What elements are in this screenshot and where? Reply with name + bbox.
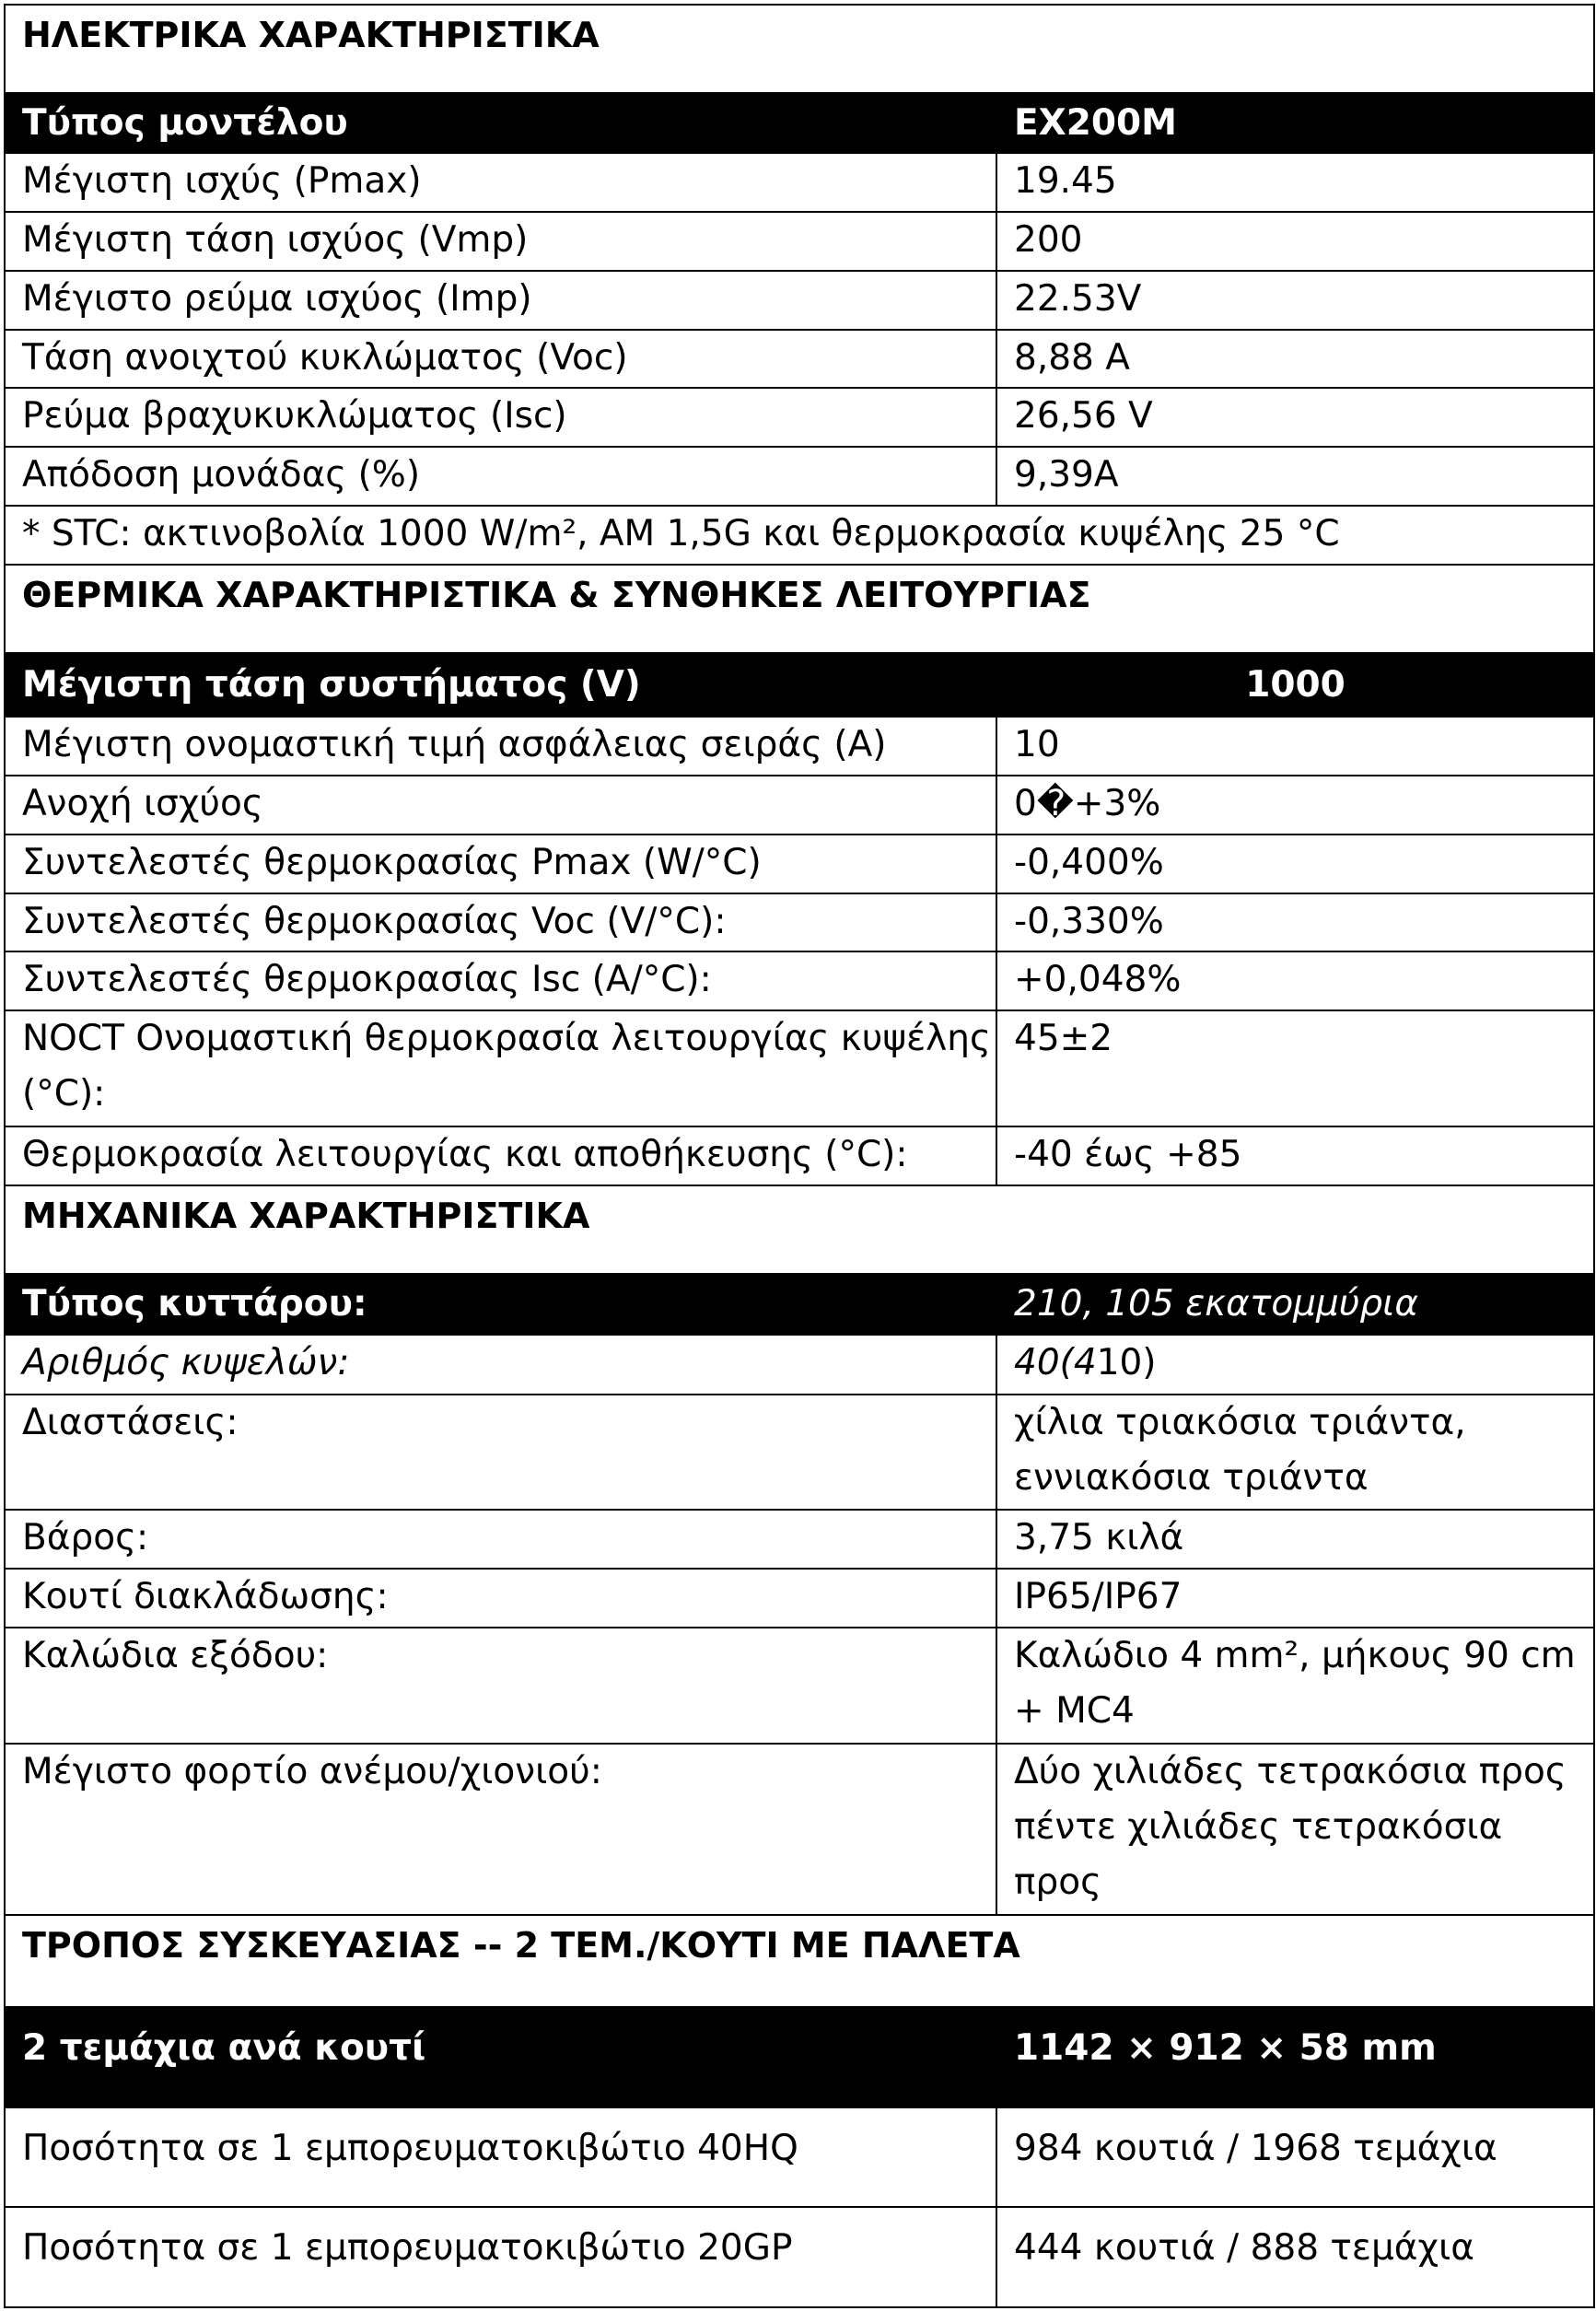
section-thermal [5, 565, 1594, 653]
row-label: Συντελεστές θερμοκρασίας Isc (A/°C): [5, 951, 996, 1010]
row-value: IP65/IP67 [996, 1569, 1594, 1628]
row-label: Ποσότητα σε 1 εμπορευματοκιβώτιο 20GP [5, 2207, 996, 2307]
table-row [5, 1010, 1594, 1126]
row-value: +0,048% [996, 951, 1594, 1010]
table-row [5, 1395, 1594, 1511]
table-row [5, 1335, 1594, 1395]
header-row [5, 1274, 1594, 1335]
row-value: Καλώδιο 4 mm², μήκους 90 cm + MC4 [996, 1628, 1594, 1744]
row-value: 984 κουτιά / 1968 τεμάχια [996, 2107, 1594, 2207]
row-value: -0,330% [996, 893, 1594, 952]
row-label: Συντελεστές θερμοκρασίας Voc (V/°C): [5, 893, 996, 952]
row-label: Μέγιστη ισχύς (Pmax) [5, 153, 996, 212]
row-label: Κουτί διακλάδωσης: [5, 1569, 996, 1628]
table-row [5, 717, 1594, 776]
row-value: 10 [996, 717, 1594, 776]
header-label: 2 τεμάχια ανά κουτί [5, 2007, 996, 2107]
table-row [5, 1569, 1594, 1628]
section-title: ΘΕΡΜΙΚΑ ΧΑΡΑΚΤΗΡΙΣΤΙΚΑ & ΣΥΝΘΗΚΕΣ ΛΕΙΤΟΥΡΓΙΑΣ [5, 565, 1594, 653]
table-row [5, 1126, 1594, 1185]
row-value: χίλια τριακόσια τριάντα, εννιακόσια τριάντα [996, 1395, 1594, 1511]
header-value: 1000 [996, 653, 1594, 717]
row-value: 3,75 κιλά [996, 1510, 1594, 1569]
section-packaging [5, 1915, 1594, 2007]
table-row [5, 1744, 1594, 1915]
row-value: 444 κουτιά / 888 τεμάχια [996, 2207, 1594, 2307]
row-label: Συντελεστές θερμοκρασίας Pmax (W/°C) [5, 835, 996, 893]
cells-value-plain: 10) [1096, 1341, 1157, 1383]
header-label: Τύπος κυττάρου: [5, 1274, 996, 1335]
row-value: 200 [996, 212, 1594, 271]
cells-value-italic: 40(4 [1014, 1341, 1097, 1383]
row-label: NOCT Ονομαστική θερμοκρασία λειτουργίας κυψέλης (°C): [5, 1010, 996, 1126]
table-row [5, 153, 1594, 212]
table-row [5, 776, 1594, 835]
table-row [5, 1510, 1594, 1569]
header-row [5, 653, 1594, 717]
row-label: Διαστάσεις: [5, 1395, 996, 1511]
row-value: 8,88 A [996, 330, 1594, 389]
row-label: Μέγιστο φορτίο ανέμου/χιονιού: [5, 1744, 996, 1915]
row-label: Ποσότητα σε 1 εμπορευματοκιβώτιο 40HQ [5, 2107, 996, 2207]
section-title: ΤΡΟΠΟΣ ΣΥΣΚΕΥΑΣΙΑΣ -- 2 ΤΕΜ./ΚΟΥΤΙ ΜΕ ΠΑΛΕΤΑ [5, 1915, 1594, 2007]
row-label: Αριθμός κυψελών: [5, 1335, 996, 1395]
table-row [5, 330, 1594, 389]
row-label: Μέγιστη τάση ισχύος (Vmp) [5, 212, 996, 271]
table-row [5, 271, 1594, 330]
header-row [5, 93, 1594, 153]
table-row [5, 212, 1594, 271]
row-label: Θερμοκρασία λειτουργίας και αποθήκευσης (°C): [5, 1126, 996, 1185]
row-value [996, 1335, 1594, 1395]
row-value: 19.45 [996, 153, 1594, 212]
row-value: -0,400% [996, 835, 1594, 893]
row-label: Μέγιστη ονομαστική τιμή ασφάλειας σειράς (A) [5, 717, 996, 776]
row-value: 26,56 V [996, 388, 1594, 447]
row-value: 9,39A [996, 447, 1594, 506]
section-title: ΗΛΕΚΤΡΙΚΑ ΧΑΡΑΚΤΗΡΙΣΤΙΚΑ [5, 5, 1594, 93]
table-row [5, 388, 1594, 447]
header-label: Μέγιστη τάση συστήματος (V) [5, 653, 996, 717]
header-value: EX200M [996, 93, 1594, 153]
stc-note: * STC: ακτινοβολία 1000 W/m², AM 1,5G και θερμοκρασία κυψέλης 25 °C [5, 506, 1594, 565]
row-label: Μέγιστο ρεύμα ισχύος (Imp) [5, 271, 996, 330]
table-row [5, 1628, 1594, 1744]
row-label: Καλώδια εξόδου: [5, 1628, 996, 1744]
table-row [5, 835, 1594, 893]
spec-table [4, 4, 1595, 2308]
row-label: Ρεύμα βραχυκυκλώματος (Isc) [5, 388, 996, 447]
header-label: Τύπος μοντέλου [5, 93, 996, 153]
table-row [5, 2107, 1594, 2207]
header-row [5, 2007, 1594, 2107]
row-label: Ανοχή ισχύος [5, 776, 996, 835]
header-value: 1142 × 912 × 58 mm [996, 2007, 1594, 2107]
row-value: -40 έως +85 [996, 1126, 1594, 1185]
row-value: 0�+3% [996, 776, 1594, 835]
row-label: Απόδοση μονάδας (%) [5, 447, 996, 506]
row-value: 45±2 [996, 1010, 1594, 1126]
table-row [5, 893, 1594, 952]
section-mechanical [5, 1185, 1594, 1274]
header-value: 210, 105 εκατομμύρια [996, 1274, 1594, 1335]
row-label: Τάση ανοιχτού κυκλώματος (Voc) [5, 330, 996, 389]
row-value: Δύο χιλιάδες τετρακόσια προς πέντε χιλιάδες τετρακόσια προς [996, 1744, 1594, 1915]
section-electrical [5, 5, 1594, 93]
section-title: ΜΗΧΑΝΙΚΑ ΧΑΡΑΚΤΗΡΙΣΤΙΚΑ [5, 1185, 1594, 1274]
table-row [5, 2207, 1594, 2307]
row-value: 22.53V [996, 271, 1594, 330]
table-row [5, 951, 1594, 1010]
table-row [5, 447, 1594, 506]
note-row [5, 506, 1594, 565]
row-label: Βάρος: [5, 1510, 996, 1569]
